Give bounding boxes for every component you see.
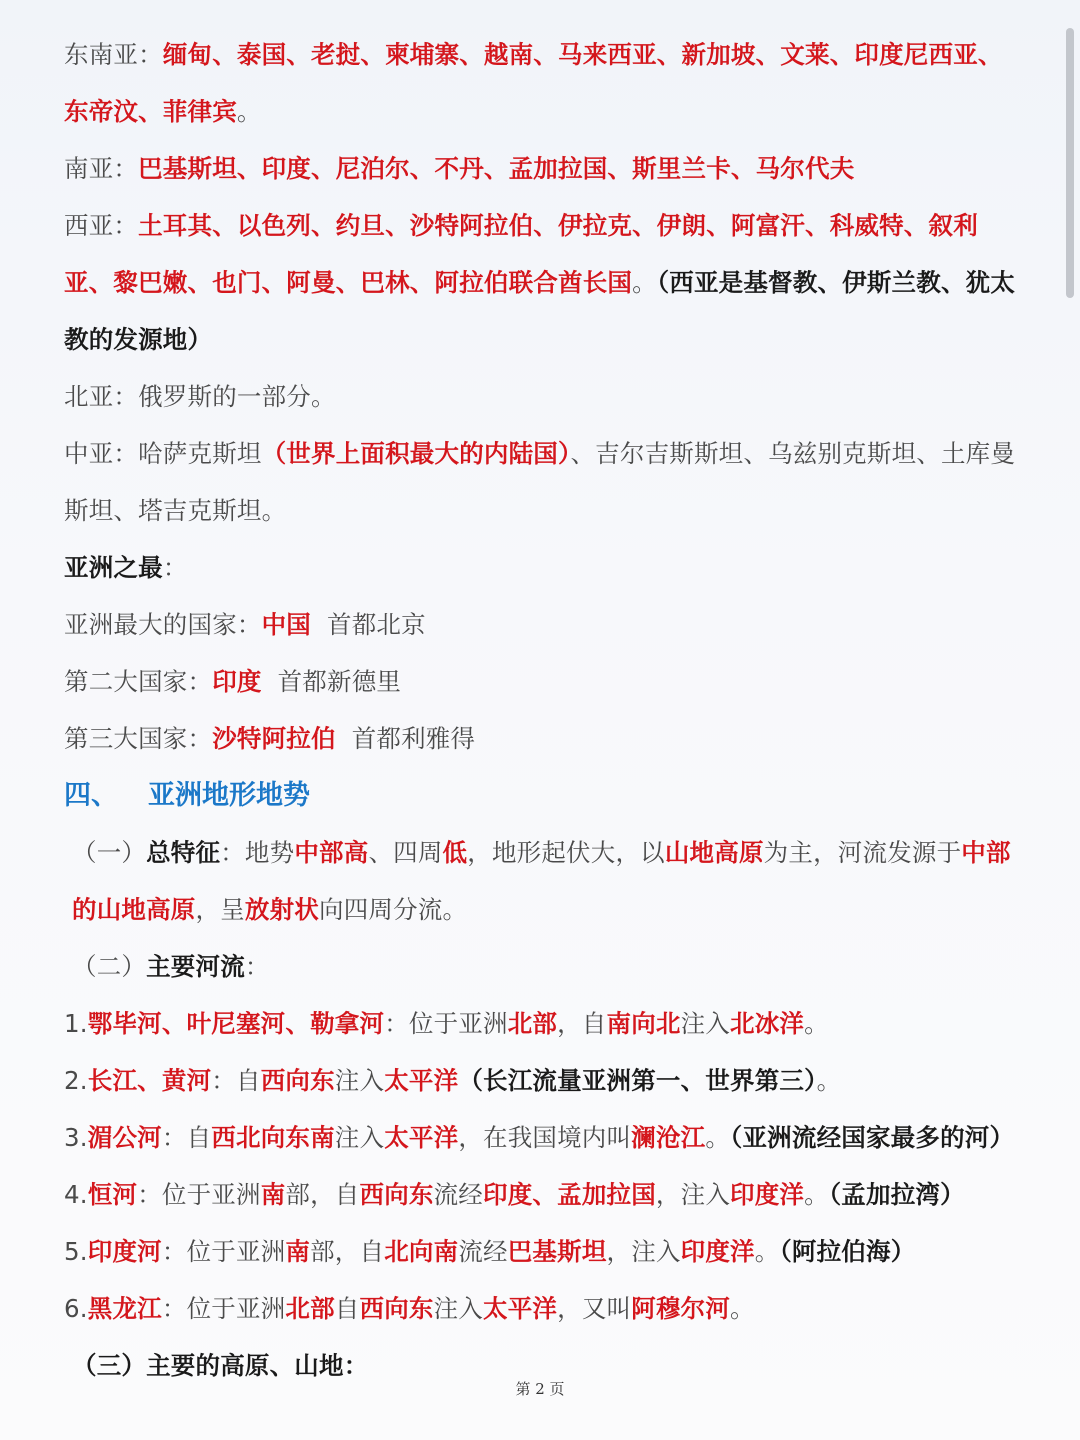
highlight-run: 低 — [442, 838, 468, 867]
highlight-run: 阿穆尔河 — [631, 1294, 731, 1323]
text-run: 自 — [334, 1294, 360, 1323]
river-item-5 — [64, 1223, 1024, 1280]
north-asia-line — [64, 368, 1024, 425]
north-asia-text: 俄罗斯的一部分。 — [138, 382, 336, 411]
highlight-run: 北部 — [507, 1009, 558, 1038]
west-asia-note: （西亚是基督教、伊斯兰教、犹太教的发源地） — [64, 268, 1016, 354]
highlight-run: 太平洋 — [384, 1123, 459, 1152]
largest-country-label: 亚洲最大的国家： — [64, 610, 262, 639]
river-name: 恒河 — [87, 1180, 138, 1209]
third-country-label: 第三大国家： — [64, 724, 213, 753]
highlight-run: 南 — [285, 1237, 311, 1266]
highlight-run: 放射状 — [244, 895, 320, 924]
period: 。 — [804, 1180, 829, 1209]
text-run: 向四周分流。 — [319, 895, 468, 924]
southeast-asia-line — [64, 26, 1024, 140]
south-asia-countries: 巴基斯坦、印度、尼泊尔、不丹、孟加拉国、斯里兰卡、马尔代夫 — [138, 154, 855, 183]
text-run: ，又叫 — [557, 1294, 632, 1323]
plateaus-label: 主要的高原、山地 — [146, 1351, 344, 1380]
central-asia-first: 哈萨克斯坦 — [138, 439, 262, 468]
colon: ： — [220, 838, 245, 867]
text-run: ，地形起伏大，以 — [467, 838, 665, 867]
river-number: 3. — [64, 1123, 88, 1152]
southeast-asia-countries: 缅甸、泰国、老挝、柬埔寨、越南、马来西亚、新加坡、文莱、印度尼西亚、东帝汶、菲律宾 — [64, 40, 1003, 126]
river-name: 湄公河 — [87, 1123, 162, 1152]
text-run: 、四周 — [368, 838, 443, 867]
document-content — [64, 26, 1024, 1394]
period: 。 — [816, 1066, 842, 1095]
highlight-run: 山地高原 — [664, 838, 764, 867]
largest-country-capital: 首都北京 — [327, 610, 426, 639]
river-item-4 — [64, 1166, 1024, 1223]
colon: ： — [162, 553, 188, 582]
highlight-run: 印度洋 — [730, 1180, 805, 1209]
river-number: 5. — [64, 1237, 88, 1266]
text-run: ，在我国境内叫 — [458, 1123, 632, 1152]
third-country-capital: 首都利雅得 — [351, 724, 476, 753]
text-run: 注入 — [680, 1009, 731, 1038]
highlight-run: 南 — [260, 1180, 286, 1209]
features-label: 总特征 — [146, 838, 221, 867]
text-run: 注入 — [334, 1066, 385, 1095]
text-run: 地势 — [244, 838, 295, 867]
text-run: ：自 — [161, 1123, 212, 1152]
second-country-capital: 首都新德里 — [277, 667, 402, 696]
text-run: ：位于亚洲 — [384, 1009, 508, 1038]
text-run: ：自 — [211, 1066, 261, 1095]
highlight-run: 太平洋 — [483, 1294, 558, 1323]
asia-most-title: 亚洲之最 — [64, 553, 163, 582]
north-asia-label: 北亚： — [64, 382, 139, 411]
period: 。 — [705, 1123, 731, 1152]
river-item-3 — [64, 1109, 1024, 1166]
central-asia-rest: 、吉尔吉斯斯坦、乌兹别克斯坦、土库曼斯坦、塔吉克斯坦。 — [64, 439, 1016, 525]
river-name: 黑龙江 — [87, 1294, 162, 1323]
southeast-asia-label: 东南亚： — [64, 40, 163, 69]
second-country-name: 印度 — [212, 667, 262, 696]
highlight-run: 北向南 — [384, 1237, 459, 1266]
text-run: ，自 — [557, 1009, 607, 1038]
third-country-line — [64, 710, 1024, 767]
text-run: ：位于亚洲 — [161, 1294, 286, 1323]
highlight-run: 巴基斯坦 — [507, 1237, 607, 1266]
river-item-6 — [64, 1280, 1024, 1337]
section-number: 四、 — [64, 780, 118, 811]
rivers-prefix: （二） — [72, 952, 147, 981]
third-country-name: 沙特阿拉伯 — [212, 724, 336, 753]
highlight-run: 印度洋 — [680, 1237, 755, 1266]
section-heading — [64, 767, 1024, 824]
second-country-label: 第二大国家： — [64, 667, 213, 696]
highlight-run: 西向东 — [260, 1066, 335, 1095]
text-run: 流经 — [458, 1237, 508, 1266]
river-number: 2. — [64, 1066, 88, 1095]
period: 。 — [236, 97, 262, 126]
central-asia-line — [64, 425, 1024, 539]
central-asia-label: 中亚： — [64, 439, 139, 468]
text-run: ：位于亚洲 — [137, 1180, 261, 1209]
south-asia-label: 南亚： — [64, 154, 139, 183]
second-country-line — [64, 653, 1024, 710]
highlight-run: 澜沧江 — [631, 1123, 706, 1152]
west-asia-countries: 土耳其、以色列、约旦、沙特阿拉伯、伊拉克、伊朗、阿富汗、科威特、叙利亚、黎巴嫩、也门、阿曼、巴林、阿拉伯联合酋长国 — [64, 211, 978, 297]
river-note: （孟加拉湾） — [828, 1180, 965, 1209]
text-run: 注入 — [433, 1294, 484, 1323]
text-run: ，注入 — [606, 1237, 681, 1266]
highlight-run: 中部高 — [294, 838, 369, 867]
text-run: 为主，河流发源于 — [763, 838, 962, 867]
asia-most-heading — [64, 539, 1024, 596]
west-asia-label: 西亚： — [64, 211, 139, 240]
highlight-run: 太平洋 — [384, 1066, 459, 1095]
highlight-run: 南向北 — [606, 1009, 681, 1038]
text-run: 部，自 — [310, 1237, 385, 1266]
highlight-run: 中部的山地高原 — [72, 838, 1011, 924]
text-run: ：位于亚洲 — [161, 1237, 286, 1266]
river-number: 4. — [64, 1180, 88, 1209]
river-name: 长江、黄河 — [87, 1066, 212, 1095]
river-note: （长江流量亚洲第一、世界第三） — [458, 1066, 817, 1095]
highlight-run: 西北向东南 — [211, 1123, 335, 1152]
text-run: ，呈 — [195, 895, 245, 924]
river-note: （阿拉伯海） — [779, 1237, 916, 1266]
features-paragraph — [64, 824, 1024, 938]
text-run: 部，自 — [285, 1180, 360, 1209]
rivers-label: 主要河流 — [146, 952, 245, 981]
highlight-run: 北冰洋 — [730, 1009, 805, 1038]
central-asia-note: （世界上面积最大的内陆国） — [261, 439, 571, 468]
highlight-run: 印度、孟加拉国 — [483, 1180, 656, 1209]
highlight-run: 西向东 — [359, 1294, 434, 1323]
period: 。 — [632, 268, 657, 297]
river-item-1 — [64, 995, 1024, 1052]
colon: ： — [244, 952, 270, 981]
river-name: 鄂毕河、叶尼塞河、勒拿河 — [87, 1009, 385, 1038]
river-item-2 — [64, 1052, 1024, 1109]
river-note: （亚洲流经国家最多的河） — [730, 1123, 1015, 1152]
river-name: 印度河 — [87, 1237, 162, 1266]
text-run: ，注入 — [655, 1180, 731, 1209]
page-number: 第 2 页 — [515, 1380, 565, 1398]
largest-country-name: 中国 — [261, 610, 312, 639]
highlight-run: 北部 — [285, 1294, 335, 1323]
period: 。 — [804, 1009, 829, 1038]
river-number: 1. — [64, 1009, 88, 1038]
text-run: 流经 — [433, 1180, 484, 1209]
text-run: 注入 — [334, 1123, 385, 1152]
largest-country-line — [64, 596, 1024, 653]
river-number: 6. — [64, 1294, 88, 1323]
features-prefix: （一） — [72, 838, 147, 867]
highlight-run: 西向东 — [359, 1180, 434, 1209]
plateaus-prefix: （三） — [72, 1351, 147, 1380]
period: 。 — [754, 1237, 780, 1266]
scrollbar[interactable] — [1066, 28, 1074, 298]
south-asia-line — [64, 140, 1024, 197]
colon: ： — [343, 1351, 369, 1380]
period: 。 — [730, 1294, 755, 1323]
west-asia-line — [64, 197, 1024, 368]
rivers-heading — [64, 938, 1024, 995]
section-title: 亚洲地形地势 — [148, 780, 310, 811]
